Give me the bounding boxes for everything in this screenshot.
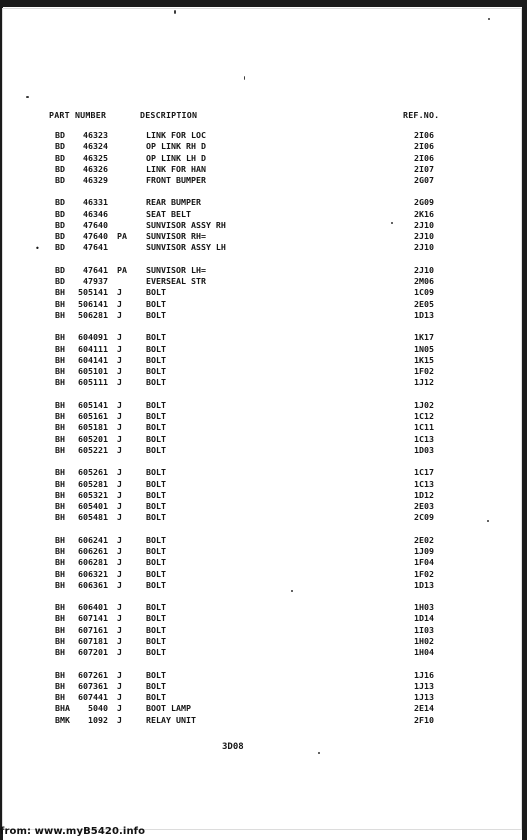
part-description: BOLT [146, 512, 166, 523]
part-row [0, 692, 527, 703]
part-description: BOLT [146, 399, 166, 410]
part-row [0, 344, 527, 355]
part-flag: J [117, 624, 122, 635]
part-flag: PA [117, 231, 127, 242]
part-description: BOOT LAMP [146, 703, 191, 714]
part-row [0, 569, 527, 580]
part-description: BOLT [146, 343, 166, 354]
part-flag: J [117, 377, 122, 388]
part-number: 47641 [83, 242, 108, 253]
scan-speck [174, 10, 176, 14]
part-ref-no: 1H02 [414, 635, 434, 646]
part-row [0, 355, 527, 366]
part-number: 604111 [78, 343, 108, 354]
part-row [0, 681, 527, 692]
part-ref-no: 1K15 [414, 354, 434, 365]
part-prefix: BH [55, 377, 65, 388]
part-ref-no: 1J16 [414, 669, 434, 680]
part-ref-no: 2G09 [414, 197, 434, 208]
part-prefix: BH [55, 512, 65, 523]
part-number: 506281 [78, 309, 108, 320]
part-description: BOLT [146, 568, 166, 579]
part-flag: J [117, 422, 122, 433]
part-description: LINK FOR LOC [146, 130, 206, 140]
part-row [0, 647, 527, 658]
part-description: FRONT BUMPER [146, 175, 206, 185]
part-number: 606241 [78, 534, 108, 545]
part-row [0, 332, 527, 343]
part-description: RELAY UNIT [146, 714, 196, 725]
part-ref-no: 2K16 [414, 208, 434, 219]
part-flag: J [117, 546, 122, 556]
part-ref-no: 1C17 [414, 467, 434, 478]
part-number: 47937 [83, 276, 108, 287]
part-description: BOLT [146, 287, 166, 298]
part-prefix: BH [55, 680, 65, 691]
part-ref-no: 1C12 [414, 411, 434, 422]
part-prefix: BD [55, 208, 65, 219]
part-prefix: BH [55, 422, 65, 433]
part-flag: J [117, 579, 122, 590]
part-description: SUNVISOR ASSY LH [146, 242, 226, 253]
part-prefix: BH [55, 546, 65, 556]
part-prefix: BD [55, 276, 65, 287]
part-number: 46323 [83, 130, 108, 140]
part-row [0, 231, 527, 242]
part-prefix: BH [55, 433, 65, 444]
part-number: 605201 [78, 433, 108, 444]
part-row [0, 715, 527, 726]
part-flag: J [117, 703, 122, 714]
part-description: BOLT [146, 444, 166, 455]
part-ref-no: 1D12 [414, 489, 434, 500]
part-prefix: BH [55, 568, 65, 579]
margin-bullet-mark: • [35, 244, 40, 253]
part-prefix: BD [55, 130, 65, 140]
part-flag: J [117, 354, 122, 365]
part-prefix: BHA [55, 703, 70, 714]
part-prefix: BD [55, 163, 65, 174]
part-number: 505141 [78, 287, 108, 298]
part-row [0, 220, 527, 231]
part-ref-no: 1C13 [414, 433, 434, 444]
part-ref-no: 1K17 [414, 332, 434, 343]
part-prefix: BH [55, 624, 65, 635]
part-ref-no: 1F04 [414, 557, 434, 568]
part-ref-no: 2I07 [414, 163, 434, 174]
part-flag: J [117, 298, 122, 309]
part-row [0, 153, 527, 164]
part-description: SUNVISOR LH= [146, 264, 206, 275]
part-number: 606321 [78, 568, 108, 579]
part-ref-no: 1J09 [414, 546, 434, 556]
part-description: SUNVISOR RH= [146, 231, 206, 242]
part-description: BOLT [146, 489, 166, 500]
part-ref-no: 2F10 [414, 714, 434, 725]
part-prefix: BH [55, 489, 65, 500]
part-row [0, 636, 527, 647]
part-ref-no: 1D13 [414, 579, 434, 590]
part-flag: J [117, 692, 122, 703]
part-number: 5040 [88, 703, 108, 714]
part-flag: J [117, 512, 122, 523]
part-flag: J [117, 467, 122, 478]
part-description: BOLT [146, 692, 166, 703]
part-number: 46331 [83, 197, 108, 208]
part-description: BOLT [146, 669, 166, 680]
part-description: BOLT [146, 309, 166, 320]
part-row [0, 445, 527, 456]
header-description: DESCRIPTION [140, 110, 198, 120]
part-prefix: BD [55, 231, 65, 242]
part-description: BOLT [146, 422, 166, 433]
part-description: BOLT [146, 602, 166, 613]
part-ref-no: 1I03 [414, 624, 434, 635]
part-number: 605481 [78, 512, 108, 523]
part-ref-no: 1D03 [414, 444, 434, 455]
part-ref-no: 1H04 [414, 647, 434, 658]
part-number: 46346 [83, 208, 108, 219]
part-ref-no: 1D13 [414, 309, 434, 320]
part-prefix: BD [55, 141, 65, 152]
part-prefix: BD [55, 197, 65, 208]
part-ref-no: 2M06 [414, 276, 434, 287]
part-description: BOLT [146, 680, 166, 691]
part-row [0, 512, 527, 523]
part-row [0, 501, 527, 512]
part-number: 607361 [78, 680, 108, 691]
part-flag: J [117, 557, 122, 568]
part-description: SUNVISOR ASSY RH [146, 219, 226, 230]
part-prefix: BH [55, 343, 65, 354]
part-flag: J [117, 478, 122, 489]
part-description: BOLT [146, 557, 166, 568]
part-row [0, 602, 527, 613]
part-description: BOLT [146, 298, 166, 309]
part-ref-no: 2I06 [414, 130, 434, 140]
part-number: 607441 [78, 692, 108, 703]
part-flag: J [117, 635, 122, 646]
part-prefix: BH [55, 692, 65, 703]
part-ref-no: 1J13 [414, 680, 434, 691]
part-flag: J [117, 568, 122, 579]
part-number: 605141 [78, 399, 108, 410]
part-prefix: BH [55, 501, 65, 511]
part-row [0, 265, 527, 276]
part-description: BOLT [146, 411, 166, 422]
part-ref-no: 1J13 [414, 692, 434, 703]
part-row [0, 242, 527, 253]
part-ref-no: 1J12 [414, 377, 434, 388]
part-number: 1092 [88, 714, 108, 725]
part-flag: J [117, 669, 122, 680]
part-ref-no: 2J10 [414, 231, 434, 242]
part-description: REAR BUMPER [146, 197, 201, 208]
part-prefix: BD [55, 242, 65, 253]
part-description: BOLT [146, 377, 166, 388]
part-ref-no: 1F02 [414, 568, 434, 579]
part-description: BOLT [146, 635, 166, 646]
part-row [0, 670, 527, 681]
part-prefix: BH [55, 399, 65, 410]
part-prefix: BH [55, 354, 65, 365]
part-ref-no: 2E14 [414, 703, 434, 714]
part-row [0, 434, 527, 445]
part-flag: J [117, 433, 122, 444]
part-prefix: BH [55, 309, 65, 320]
part-number: 604141 [78, 354, 108, 365]
part-prefix: BD [55, 219, 65, 230]
part-prefix: BH [55, 332, 65, 343]
part-prefix: BH [55, 444, 65, 455]
part-row [0, 310, 527, 321]
part-number: 605221 [78, 444, 108, 455]
part-description: OP LINK LH D [146, 152, 206, 163]
scan-speck [488, 18, 490, 20]
part-description: BOLT [146, 579, 166, 590]
part-number: 605281 [78, 478, 108, 489]
source-watermark: from: www.myB5420.info [0, 826, 146, 837]
part-number: 506141 [78, 298, 108, 309]
part-description: LINK FOR HAN [146, 163, 206, 174]
part-prefix: BH [55, 669, 65, 680]
part-row [0, 209, 527, 220]
part-prefix: BD [55, 264, 65, 275]
part-ref-no: 1N05 [414, 343, 434, 354]
part-row [0, 400, 527, 411]
scan-speck [26, 96, 29, 98]
part-description: BOLT [146, 366, 166, 377]
part-prefix: BH [55, 287, 65, 298]
part-ref-no: 2E05 [414, 298, 434, 309]
part-number: 607161 [78, 624, 108, 635]
part-number: 46326 [83, 163, 108, 174]
part-ref-no: 2C09 [414, 512, 434, 523]
scan-speck [244, 76, 245, 80]
part-ref-no: 1C13 [414, 478, 434, 489]
part-prefix: BH [55, 467, 65, 478]
part-flag: J [117, 411, 122, 422]
part-ref-no: 1F02 [414, 366, 434, 377]
part-ref-no: 2J10 [414, 264, 434, 275]
part-ref-no: 1J02 [414, 399, 434, 410]
part-number: 46329 [83, 175, 108, 185]
part-row [0, 613, 527, 624]
scan-border-top [0, 0, 527, 7]
part-flag: J [117, 309, 122, 320]
part-description: BOLT [146, 332, 166, 343]
part-ref-no: 2I06 [414, 141, 434, 152]
part-row [0, 625, 527, 636]
part-number: 46325 [83, 152, 108, 163]
part-flag: J [117, 613, 122, 624]
part-flag: J [117, 343, 122, 354]
part-flag: J [117, 534, 122, 545]
part-description: EVERSEAL STR [146, 276, 206, 287]
part-row [0, 479, 527, 490]
part-description: BOLT [146, 501, 166, 511]
part-ref-no: 2I06 [414, 152, 434, 163]
part-number: 607261 [78, 669, 108, 680]
part-row [0, 703, 527, 714]
part-row [0, 377, 527, 388]
part-row [0, 411, 527, 422]
part-description: BOLT [146, 433, 166, 444]
part-number: 606261 [78, 546, 108, 556]
part-flag: J [117, 680, 122, 691]
part-prefix: BH [55, 635, 65, 646]
scan-speck [318, 752, 320, 754]
part-number: 605161 [78, 411, 108, 422]
part-prefix: BH [55, 478, 65, 489]
part-flag: J [117, 399, 122, 410]
part-description: BOLT [146, 647, 166, 658]
part-prefix: BH [55, 613, 65, 624]
part-row [0, 299, 527, 310]
part-number: 605321 [78, 489, 108, 500]
part-ref-no: 2E03 [414, 501, 434, 511]
part-prefix: BH [55, 534, 65, 545]
part-flag: PA [117, 264, 127, 275]
part-prefix: BMK [55, 714, 70, 725]
part-row [0, 467, 527, 478]
part-ref-no: 1C11 [414, 422, 434, 433]
part-ref-no: 1H03 [414, 602, 434, 613]
part-description: BOLT [146, 546, 166, 556]
part-row [0, 130, 527, 141]
part-prefix: BD [55, 152, 65, 163]
part-description: BOLT [146, 478, 166, 489]
part-row [0, 557, 527, 568]
page-code: 3D08 [222, 742, 244, 752]
part-row [0, 197, 527, 208]
part-number: 47640 [83, 219, 108, 230]
header-ref-no: REF.NO. [403, 110, 440, 120]
part-flag: J [117, 714, 122, 725]
part-number: 46324 [83, 141, 108, 152]
part-ref-no: 1C09 [414, 287, 434, 298]
part-number: 605181 [78, 422, 108, 433]
part-ref-no: 2J10 [414, 219, 434, 230]
part-row [0, 490, 527, 501]
part-description: SEAT BELT [146, 208, 191, 219]
part-description: BOLT [146, 613, 166, 624]
part-row [0, 276, 527, 287]
part-number: 605401 [78, 501, 108, 511]
part-number: 47641 [83, 264, 108, 275]
part-number: 605261 [78, 467, 108, 478]
part-number: 607201 [78, 647, 108, 658]
part-row [0, 535, 527, 546]
part-prefix: BH [55, 579, 65, 590]
part-description: BOLT [146, 624, 166, 635]
part-number: 607181 [78, 635, 108, 646]
part-row [0, 580, 527, 591]
part-number: 47640 [83, 231, 108, 242]
part-number: 605111 [78, 377, 108, 388]
part-number: 606281 [78, 557, 108, 568]
part-description: BOLT [146, 467, 166, 478]
part-number: 605101 [78, 366, 108, 377]
part-prefix: BH [55, 647, 65, 658]
part-row [0, 422, 527, 433]
part-flag: J [117, 287, 122, 298]
part-number: 604091 [78, 332, 108, 343]
part-row [0, 164, 527, 175]
part-number: 606361 [78, 579, 108, 590]
part-row [0, 287, 527, 298]
part-flag: J [117, 501, 122, 511]
part-flag: J [117, 602, 122, 613]
part-row [0, 546, 527, 557]
part-prefix: BH [55, 602, 65, 613]
part-prefix: BD [55, 175, 65, 185]
part-description: OP LINK RH D [146, 141, 206, 152]
part-number: 607141 [78, 613, 108, 624]
part-description: BOLT [146, 534, 166, 545]
part-number: 606401 [78, 602, 108, 613]
part-ref-no: 2E02 [414, 534, 434, 545]
part-prefix: BH [55, 298, 65, 309]
part-ref-no: 1D14 [414, 613, 434, 624]
part-flag: J [117, 647, 122, 658]
part-flag: J [117, 444, 122, 455]
part-prefix: BH [55, 411, 65, 422]
part-flag: J [117, 489, 122, 500]
part-flag: J [117, 332, 122, 343]
part-ref-no: 2J10 [414, 242, 434, 253]
part-ref-no: 2G07 [414, 175, 434, 185]
header-part-number: PART NUMBER [49, 110, 107, 120]
part-prefix: BH [55, 366, 65, 377]
part-row [0, 366, 527, 377]
part-row [0, 175, 527, 186]
part-flag: J [117, 366, 122, 377]
part-row [0, 141, 527, 152]
part-description: BOLT [146, 354, 166, 365]
part-prefix: BH [55, 557, 65, 568]
